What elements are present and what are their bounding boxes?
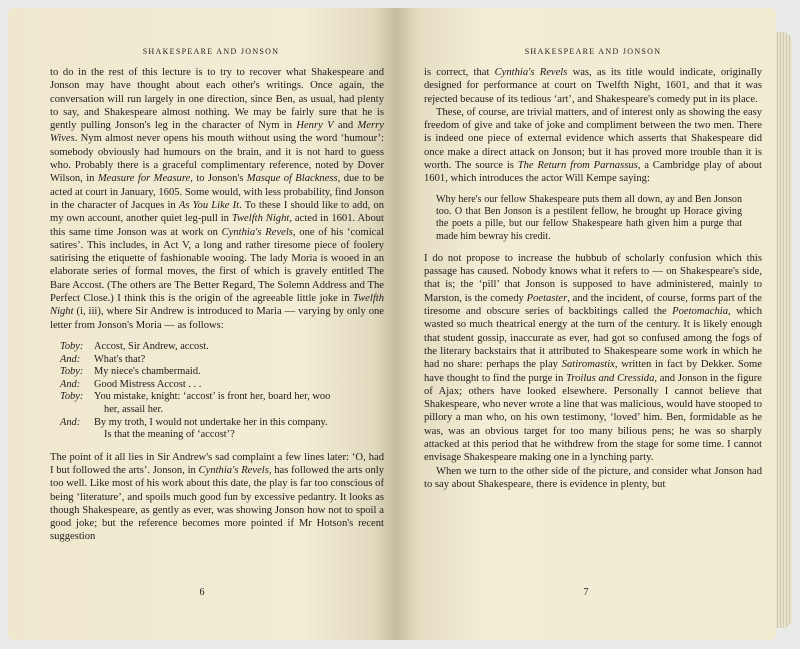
spoken-line: By my troth, I would not undertake her in this company. xyxy=(94,416,328,428)
italic-text: Satiromastix xyxy=(561,359,615,371)
text-run: , a Cambridge play of about 1601, which introduces the actor Will Kempe saying: xyxy=(424,160,762,185)
spoken-line: My niece's chambermaid. xyxy=(94,366,201,378)
text-run: and xyxy=(333,120,358,132)
text-run: , due to be acted at court in January, 1605. Some would, with less probability, find Jonson in the character of Jacques in xyxy=(50,173,384,211)
right-page xyxy=(396,8,776,640)
spoken-line-continuation: Is that the meaning of ‘accost’? xyxy=(104,429,235,441)
text-run: , written in fact by Dekker. Some have thought to find the purge in xyxy=(424,359,762,384)
italic-text: Merry Wives xyxy=(50,120,384,145)
paragraph xyxy=(424,106,762,186)
italic-text: Troilus and Cressida xyxy=(566,372,655,384)
italic-text: Poetomachia xyxy=(672,306,729,318)
dialogue-line xyxy=(60,417,384,430)
paragraph xyxy=(424,465,762,492)
speaker-name: And: xyxy=(60,353,81,365)
page-number: 6 xyxy=(199,587,205,598)
paragraph xyxy=(424,66,762,106)
dialogue-block xyxy=(60,341,384,442)
italic-text: Poetaster xyxy=(526,292,568,304)
left-page xyxy=(8,8,396,640)
text-run: The point of it all lies in Sir Andrew's sad complaint a few lines later: ‘O, had I but followed the arts’. Jonson, in xyxy=(50,451,384,476)
open-book xyxy=(8,8,792,642)
italic-text: Measure for Measure xyxy=(97,173,191,185)
dialogue-line xyxy=(60,366,384,379)
running-head: SHAKESPEARE AND JONSON xyxy=(524,47,662,56)
speaker-name: Toby: xyxy=(60,340,84,352)
speaker-name: Toby: xyxy=(60,366,84,378)
spoken-line: What's that? xyxy=(94,353,146,365)
spoken-line: You mistake, knight: ‘accost’ is front her, board her, woo xyxy=(94,391,331,403)
dialogue-line xyxy=(60,391,384,404)
text-run: These, of course, are trivial matters, and of interest only as showing the easy freedom of give and take of joke and compliment between the two men. There is indeed one piece of external evidence which asserts that Shakespeare did once make a direct attack on Jonson; but it has proved more trouble than it is worth. The source is xyxy=(424,106,762,172)
speaker-name: And: xyxy=(60,378,81,390)
text-run: is correct, that xyxy=(424,67,495,78)
text-run: (i, iii), where Sir Andrew is introduced to Maria — varying by only one letter from Jonson's Moria — as follows: xyxy=(50,306,384,331)
text-run: I do not propose to increase the hubbub of scholarly confusion which this passage has caused. Nobody knows what it refers to — on Shakespeare's side, that is; the ‘pill’ that Jonson is supposed to have administered, mainly to Marston, is the comedy xyxy=(424,252,762,304)
spoken-line-continuation: her, assail her. xyxy=(104,403,164,415)
text-run: . To these I should like to add, on my own account, another quiet leg-pull in xyxy=(50,199,385,225)
italic-text: The Return from Parnassus xyxy=(517,160,638,172)
text-run: to do in the rest of this lecture is to try to recover what Shakespeare and Jonson may have thought about each other's writings. Once again, the conversation will run largely in one direction, since Ben, as usual, had plenty to say, and Shakespeare almost nothing. We may be fairly sure that he is gently pulling Jonson's leg in the character of Nym in xyxy=(50,67,384,132)
text-run: was, as its title would indicate, originally designed for performance at court on Twelfth Night, 1601, and that it was rejected because of its tedious ‘art’, and Shakespeare's comedy put in its place. xyxy=(424,67,763,105)
block-quote: Why here's our fellow Shakespeare puts them all down, ay and Ben Jonson too. O that Ben Jonson is a pestilent fellow, he brought up Horace giving the poets a pille, but our fellow Shakespeare hath given him a purge that made him bewray his credit. xyxy=(436,193,742,242)
page-number: 7 xyxy=(583,587,589,598)
dialogue-line xyxy=(60,379,384,392)
text-run: , to Jonson's xyxy=(190,173,247,185)
text-run: When we turn to the other side of the picture, and consider what Jonson had to say about Shakespeare, there is evidence in plenty, but xyxy=(424,465,762,490)
spoken-line: Good Mistress Accost . . . xyxy=(94,378,202,390)
italic-text: Twelfth Night xyxy=(231,213,290,225)
text-run: , has followed the arts only too well. Like most of his work about this date, the play is far too conscious of being ‘literature’, and spoils much good fun by excessive pedantry. It looks as though Shakespeare, as gently as ever, was showing Jonson how not to spoil a good joke; but the reference becomes more pointed if Mr Hotson's recent suggestion xyxy=(50,464,384,543)
speaker-name: Toby: xyxy=(60,391,84,403)
speaker-name: And: xyxy=(60,416,81,428)
paragraph xyxy=(50,451,384,544)
italic-text: Cynthia's Revels xyxy=(221,226,293,238)
italic-text: Henry V xyxy=(296,120,334,132)
paragraph xyxy=(50,66,384,332)
dialogue-line xyxy=(60,354,384,367)
running-head: SHAKESPEARE AND JONSON xyxy=(142,47,280,56)
text-run: , acted in 1601. About this same time Jonson was at work on xyxy=(50,213,384,238)
italic-text: Cynthia's Revels xyxy=(198,464,269,476)
text-run: , which wasted so much theatrical energy at the turn of the century. It is likely enough that student gossip, inaccurate as ever, had got so confused among the fogs of the literary backstairs that it attributed to Shakespeare some work in which he had no share: perhaps the play xyxy=(424,306,762,371)
text-run: , and the incident, of course, forms part of the tiresome and obscure series of backbitings called the xyxy=(424,292,762,318)
text-run: , and Jonson in the figure of Ajax; others have looked elsewhere. Personally I cannot believe that Shakespeare, who never wrote a line that was malicious, would have stooped to pillory a man who, on his own testimony, ‘loved’ him. Ben, formidable as he was, was an obvious target for too many bilious pens; he was so sharply attacked at this period that he withdrew from the stage for some time. I cannot envisage Shakespeare making one in a lynching party. xyxy=(424,372,763,464)
italic-text: Masque of Blackness xyxy=(246,173,338,185)
paragraph xyxy=(424,252,762,465)
spoken-line: Accost, Sir Andrew, accost. xyxy=(94,340,209,352)
italic-text: As You Like It xyxy=(178,199,240,211)
italic-text: Twelfth Night xyxy=(50,293,384,318)
dialogue-line xyxy=(60,341,384,354)
text-run: . Nym almost never opens his mouth without using the word ‘humour’: somebody obviously had humours on the brain, and it is not hard to guess who. Probably there is a graceful complimentary reference, noted by Dover Wilson, in xyxy=(50,133,384,185)
italic-text: Cynthia's Revels xyxy=(494,67,568,78)
text-run: , one of his ‘comical satires’. This includes, in Act V, a long and rather tiresome piece of foolery satirising the etiquette of fashionable wooing. The lady Moria is wooed in an elaborate series of formal moves, the first of which is gravely entitled The Bare Accost. (The others are The Better Regard, The Solemn Address and The Perfect Close.) I think this is the origin of the agreeable little joke in xyxy=(50,226,384,305)
